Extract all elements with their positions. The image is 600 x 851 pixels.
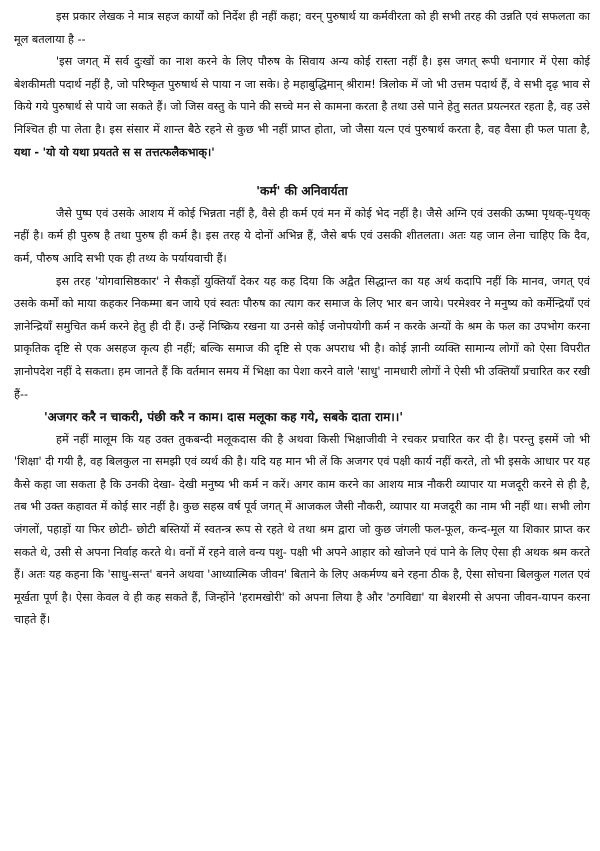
couplet-quote: 'अजगर करै न चाकरी, पंछी करै न काम। दास मलूका कह गये, सबके दाता राम।।' xyxy=(44,410,404,425)
sanskrit-quote: 'यो यो यथा प्रयतते स स तत्तत्फलैकभाक्।' xyxy=(42,145,215,159)
yatha-label: यथा - xyxy=(14,145,40,159)
paragraph-purushartha-text: 'इस जगत् में सर्व दुःखों का नाश करने के लिए पौरुष के सिवाय अन्य कोई रास्ता नहीं है। इस जगत् रूपी धनागार में ऐसा कोई बेशकीमती पदार्थ नहीं है, जो परिष्कृत पुरुषार्थ से पाया न जा सके। हे महाबुद्धिमान् श्रीराम! त्रिलोक में जो भी उत्तम पदार्थ हैं, वे सभी दृढ़ भाव से किये गये पुरुषार्थ से पाये जा सकते हैं। जो जिस वस्तु के पाने की सच्चे मन से कामना करता है तथा उसे पाने हेतु सतत प्रयत्नरत रहता है, वह उसे निश्चित ही पा लेता है। इस संसार में शान्त बैठे रहने से कुछ भी नहीं प्राप्त होता, जो जैसा यत्न एवं पुरुषार्थ करता है, वह वैसा ही फल पाता है, xyxy=(14,55,590,136)
paragraph-intro: इस प्रकार लेखक ने मात्र सहज कार्यों को निर्देश ही नहीं कहा; वरन् पुरुषार्थ या कर्मवीरता को ही सभी तरह की उन्नति एवं सफलता का मूल बतलाया है -- xyxy=(14,10,590,46)
paragraph-karma-nature: जैसे पुष्प एवं उसके आशय में कोई भिन्नता नहीं है, वैसे ही कर्म एवं मन में कोई भेद नहीं है। जैसे अग्नि एवं उसकी ऊष्मा पृथक्-पृथक् नहीं है। कर्म ही पुरुष है तथा पुरुष ही कर्म है। इस तरह ये दोनों अभिन्न हैं, जैसे बर्फ एवं उसकी शीतलता। अतः यह जान लेना चाहिए कि दैव, कर्म, पौरुष आदि सभी एक ही तथ्य के पर्यायवाची हैं। xyxy=(14,206,590,265)
paragraph-purushartha xyxy=(14,51,590,164)
paragraph-critique: हमें नहीं मालूम कि यह उक्त तुकबन्दी मलूकदास की है अथवा किसी भिक्षाजीवी ने रचकर प्रचारित कर दी है। परन्तु इसमें जो भी 'शिक्षा' दी गयी है, वह बिलकुल ना समझी एवं व्यर्थ की है। यदि यह मान भी लें कि अजगर एवं पक्षी कार्य नहीं करते, तो भी इसके आधार पर यह कैसे कहा जा सकता है कि उनकी देखा- देखी मनुष्य भी कर्म न करें। अगर काम करने का आशय मात्र नौकरी व्यापार या मजदूरी करने से ही है, तब भी उक्त कहावत में कोई सार नहीं है। कुछ सहस्र वर्ष पूर्व जगत् में आजकल जैसी नौकरी, व्यापार या मजदूरी का नाम भी नहीं था। सभी लोग जंगलों, पहाड़ों या फिर छोटी- छोटी बस्तियों में स्वतन्त्र रूप से रहते थे तथा श्रम द्वारा जो कुछ जंगली फल-फूल, कन्द-मूल या शिकार प्राप्त कर सकते थे, उसी से अपना निर्वाह करते थे। वनों में रहने वाले वन्य पशु- पक्षी भी अपने आहार को खोजने एवं पाने के लिए ऐसा ही अथक श्रम करते हैं। अतः यह कहना कि 'साधु-सन्त' बनने अथवा 'आध्यात्मिक जीवन' बिताने के लिए अकर्मण्य बने रहना ठीक है, ऐसा सोचना बिलकुल गलत एवं मूर्खता पूर्ण है। ऐसा केवल वे ही कह सकते हैं, जिन्होंने 'हरामखोरी' को अपना लिया है और 'ठगविद्या' या बेशरमी से अपना जीवन-यापन करना चाहते हैं। xyxy=(14,432,590,627)
section-heading: 'कर्म' की अनिवार्यता xyxy=(256,184,348,199)
paragraph-yogavasishtha: इस तरह 'योगवासिष्ठकार' ने सैकड़ों युक्तियाँ देकर यह कह दिया कि अद्वैत सिद्धान्त का यह अर्थ कदापि नहीं कि मानव, जगत् एवं उसके कर्मों को माया कहकर निकम्मा बन जाये एवं स्वतः पौरुष का त्याग कर समाज के लिए भार बन जाये। परमेश्वर ने मनुष्य को कर्मेन्द्रियाँ एवं ज्ञानेन्द्रियाँ समुचित कर्म करने हेतु ही दी हैं। उन्हें निष्क्रिय रखना या उनसे कोई जनोपयोगी कर्म न करके अन्यों के श्रम के फल का उपभोग करना प्राकृतिक दृष्टि से एक असहज कृत्य ही नहीं; बल्कि समाज की दृष्टि से एक अपराध भी है। कोई ज्ञानी व्यक्ति सामान्य लोगों को ऐसा विपरीत ज्ञानोपदेश नहीं दे सकता। हम जानते हैं कि वर्तमान समय में भिक्षा का पेशा करने वाले 'साधु' नामधारी लोगों ने ऐसी भी उक्तियाँ प्रचारित कर रखी हैं-- xyxy=(14,274,590,401)
